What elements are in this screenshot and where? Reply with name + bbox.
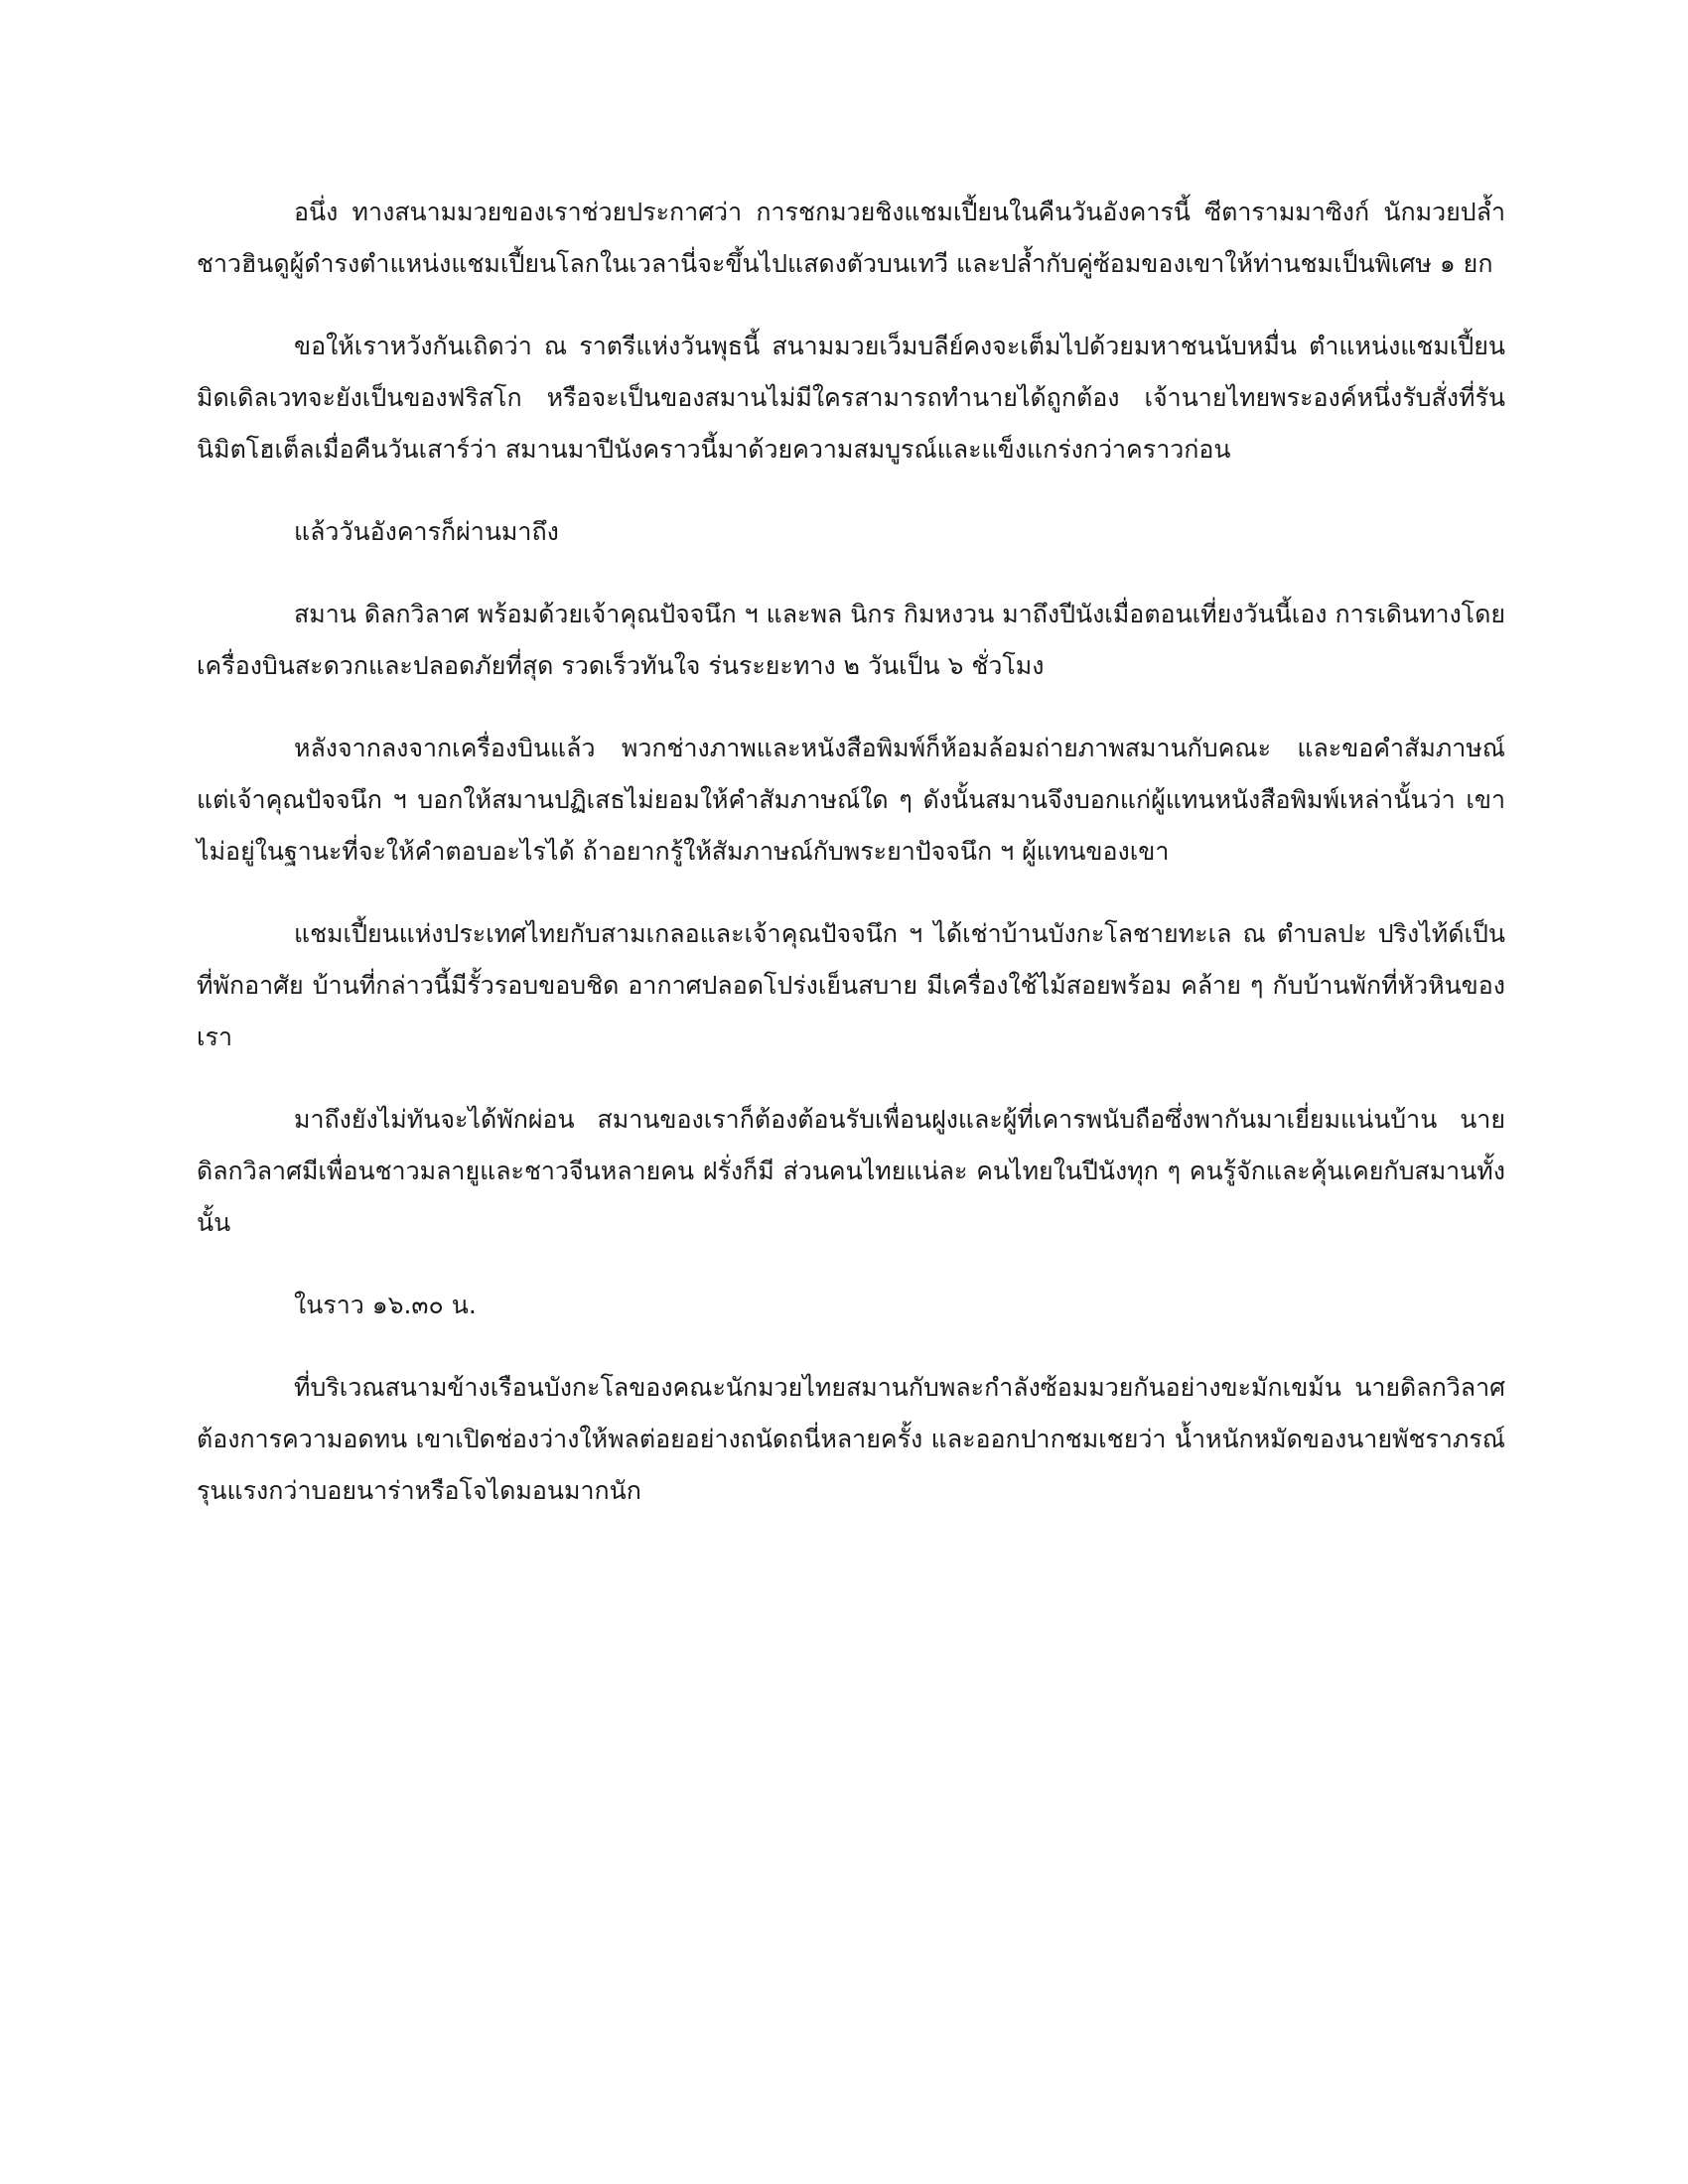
paragraph-9: ที่บริเวณสนามข้างเรือนบังกะโลของคณะนักมวยไทยสมานกับพละกำลังซ้อมมวยกันอย่างขะมักเขม้น นายดิลกวิลาศต้องการความอดทน เขาเปิดช่องว่างให้พลต่อยอย่างถนัดถนี่หลายครั้ง และออกปากชมเชยว่า น้ำหนักหมัดของนายพัชราภรณ์รุนแรงกว่าบอยนาร่าหรือโจไดมอนมากนัก [197, 1373, 1505, 1505]
document-body [197, 187, 1505, 1548]
paragraph-8: ในราว ๑๖.๓๐ น. [294, 1291, 477, 1319]
paragraph-4: สมาน ดิลกวิลาศ พร้อมด้วยเจ้าคุณปัจจนึก ฯ และพล นิกร กิมหงวน มาถึงปีนังเมื่อตอนเที่ยงวันนี้เอง การเดินทางโดยเครื่องบินสะดวกและปลอดภัยที่สุด รวดเร็วทันใจ ร่นระยะทาง ๒ วันเป็น ๖ ชั่วโมง [197, 600, 1505, 680]
paragraph-3: แล้ววันอังคารก็ผ่านมาถึง [294, 517, 559, 546]
paragraph-1: อนึ่ง ทางสนามมวยของเราช่วยประกาศว่า การชกมวยชิงแชมเปี้ยนในคืนวันอังคารนี้ ซีตารามมาซิงก์ นักมวยปล้ำชาวฮินดูผู้ดำรงตำแหน่งแชมเปี้ยนโลกในเวลานี่จะขึ้นไปแสดงตัวบนเทวี และปล้ำกับคู่ซ้อมของเขาให้ท่านชมเป็นพิเศษ ๑ ยก [197, 198, 1505, 278]
paragraph-5: หลังจากลงจากเครื่องบินแล้ว พวกช่างภาพและหนังสือพิมพ์ก็ห้อมล้อมถ่ายภาพสมานกับคณะ และขอคำสัมภาษณ์ แต่เจ้าคุณปัจจนึก ฯ บอกให้สมานปฏิเสธไม่ยอมให้คำสัมภาษณ์ใด ๆ ดังนั้นสมานจึงบอกแก่ผู้แทนหนังสือพิมพ์เหล่านั้นว่า เขาไม่อยู่ในฐานะที่จะให้คำตอบอะไรได้ ถ้าอยากรู้ให้สัมภาษณ์กับพระยาปัจจนึก ฯ ผู้แทนของเขา [197, 734, 1505, 866]
paragraph-7: มาถึงยังไม่ทันจะได้พักผ่อน สมานของเราก็ต้องต้อนรับเพื่อนฝูงและผู้ที่เคารพนับถือซึ่งพากันมาเยี่ยมแน่นบ้าน นายดิลกวิลาศมีเพื่อนชาวมลายูและชาวจีนหลายคน ฝรั่งก็มี ส่วนคนไทยแน่ละ คนไทยในปีนังทุก ๆ คนรู้จักและคุ้นเคยกับสมานทั้งนั้น [197, 1105, 1505, 1237]
paragraph-2: ขอให้เราหวังกันเถิดว่า ณ ราตรีแห่งวันพุธนี้ สนามมวยเว็มบลีย์คงจะเต็มไปด้วยมหาชนนับหมื่น ตำแหน่งแชมเปี้ยนมิดเดิลเวทจะยังเป็นของฟริสโก หรือจะเป็นของสมานไม่มีใครสามารถทำนายได้ถูกต้อง เจ้านายไทยพระองค์หนึ่งรับสั่งที่รันนิมิตโฮเต็ลเมื่อคืนวันเสาร์ว่า สมานมาปีนังคราวนี้มาด้วยความสมบูรณ์และแข็งแกร่งกว่าคราวก่อน [197, 332, 1505, 464]
paragraph-6: แชมเปี้ยนแห่งประเทศไทยกับสามเกลอและเจ้าคุณปัจจนึก ฯ ได้เช่าบ้านบังกะโลชายทะเล ณ ตำบลปะ ปริงไท้ด์เป็นที่พักอาศัย บ้านที่กล่าวนี้มีรั้วรอบขอบชิด อากาศปลอดโปร่งเย็นสบาย มีเครื่องใช้ไม้สอยพร้อม คล้าย ๆ กับบ้านพักที่หัวหินของเรา [197, 919, 1505, 1051]
